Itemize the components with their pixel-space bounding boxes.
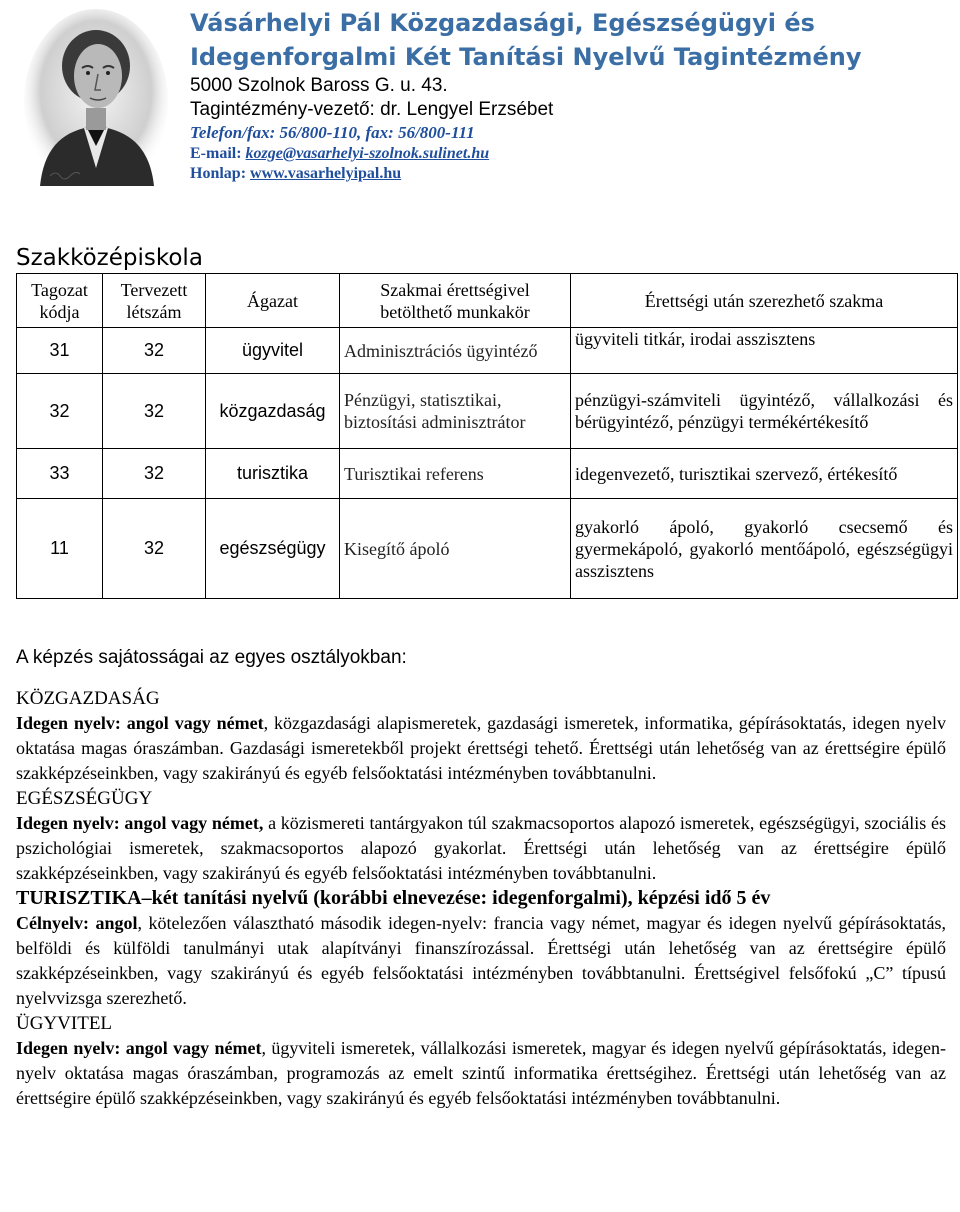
table-row <box>17 449 958 499</box>
heading-egeszsegugy: EGÉSZSÉGÜGY <box>16 788 153 809</box>
paragraph-kozgazdasag <box>16 711 946 786</box>
section-title: Szakközépiskola <box>16 245 203 271</box>
cell-branch: turisztika <box>206 449 340 499</box>
cell-code: 11 <box>17 499 103 599</box>
email-link[interactable]: kozge@vasarhelyi-szolnok.sulinet.hu <box>245 145 490 162</box>
table-row <box>17 499 958 599</box>
descriptions-lead: A képzés sajátosságai az egyes osztályokban: <box>16 647 407 668</box>
header-branch: Ágazat <box>206 274 340 328</box>
portrait-engraving <box>22 8 170 194</box>
header-count: Tervezett létszám <box>103 274 206 328</box>
cell-branch: közgazdaság <box>206 374 340 449</box>
email-label: E-mail: <box>190 145 246 162</box>
paragraph-turisztika <box>16 911 946 1011</box>
email-line <box>190 144 950 164</box>
cell-job: Pénzügyi, statisztikai, biztosítási adminisztrátor <box>340 374 571 449</box>
school-name-line2: Idegenforgalmi Két Tanítási Nyelvű Tagintézmény <box>190 43 862 71</box>
table-row <box>17 374 958 449</box>
school-name-line1: Vásárhelyi Pál Közgazdasági, Egészségügyi és <box>190 9 815 37</box>
cell-job: Adminisztrációs ügyintéző <box>340 328 571 374</box>
website-link[interactable]: www.vasarhelyipal.hu <box>250 165 402 182</box>
cell-code: 33 <box>17 449 103 499</box>
cell-code: 31 <box>17 328 103 374</box>
table-header-row <box>17 274 958 328</box>
cell-qualification: ügyviteli titkár, irodai asszisztens <box>571 328 958 374</box>
heading-turisztika: TURISZTIKA–két tanítási nyelvű (korábbi elnevezése: idegenforgalmi), képzési idő 5 év <box>16 887 771 909</box>
heading-ugyvitel: ÜGYVITEL <box>16 1013 113 1034</box>
text-ugyvitel: , ügyviteli ismeretek, vállalkozási ismeretek, magyar és idegen nyelvű gépírásoktatás, idegen-nyelv oktatása magas óraszámban, programozás az emelt szintű informatika érettségihez. Érettségi után lehetőség van az érettségire épülő szakképzéseinkben, vagy szakirányú és egyéb felsőoktatási intézményben továbbtanulni. <box>16 1038 946 1108</box>
school-header <box>190 6 950 184</box>
cell-qualification: idegenvezető, turisztikai szervező, értékesítő <box>571 449 958 499</box>
header-code: Tagozat kódja <box>17 274 103 328</box>
language-turisztika: Célnyelv: angol <box>16 913 138 933</box>
text-egeszsegugy: a közismereti tantárgyakon túl szakmacsoportos alapozó ismeretek, egészségügyi, szociális és pszichológiai ismeretek, szakmacsoportos alapozó gyakorlat. Érettségi után lehetőség van az érettségire épülő szakképzéseinkben, vagy szakirányú és egyéb felsőoktatási intézményben továbbtanulni. <box>16 813 947 883</box>
table-row <box>17 328 958 374</box>
cell-job: Turisztikai referens <box>340 449 571 499</box>
cell-count: 32 <box>103 328 206 374</box>
cell-job: Kisegítő ápoló <box>340 499 571 599</box>
cell-code: 32 <box>17 374 103 449</box>
cell-qualification: gyakorló ápoló, gyakorló csecsemő és gyermekápoló, gyakorló mentőápoló, egészségügyi asszisztens <box>571 499 958 599</box>
director: Tagintézmény-vezető: dr. Lengyel Erzsébet <box>190 99 554 120</box>
header-qualification: Érettségi után szerezhető szakma <box>571 274 958 328</box>
cell-count: 32 <box>103 499 206 599</box>
language-egeszsegugy: Idegen nyelv: angol vagy német, <box>16 813 264 833</box>
language-kozgazdasag: Idegen nyelv: angol vagy német <box>16 713 264 733</box>
cell-count: 32 <box>103 449 206 499</box>
language-ugyvitel: Idegen nyelv: angol vagy német <box>16 1038 262 1058</box>
header-job: Szakmai érettségivel betölthető munkakör <box>340 274 571 328</box>
program-descriptions <box>16 645 946 1111</box>
website-line <box>190 164 950 184</box>
text-turisztika: , kötelezően választható második idegen-nyelv: francia vagy német, magyar és idegen nyelvű gépírásoktatás, belföldi és külföldi tanulmányi utak alapítványi finanszírozással. Érettségi után lehetőség van az érettségire épülő szakképzéseinkben, vagy szakirányú és egyéb felsőoktatási intézményben továbbtanulni. Érettségivel felsőfokú „C” típusú nyelvvizsga szerezhető. <box>16 913 947 1008</box>
phone: Telefon/fax: 56/800-110, fax: 56/800-111 <box>190 123 475 142</box>
heading-kozgazdasag: KÖZGAZDASÁG <box>16 688 160 709</box>
website-label: Honlap: <box>190 165 251 182</box>
cell-branch: ügyvitel <box>206 328 340 374</box>
paragraph-ugyvitel <box>16 1036 946 1111</box>
cell-count: 32 <box>103 374 206 449</box>
paragraph-egeszsegugy <box>16 811 946 886</box>
cell-branch: egészségügy <box>206 499 340 599</box>
address: 5000 Szolnok Baross G. u. 43. <box>190 75 448 96</box>
programs-table <box>16 273 958 599</box>
cell-qualification: pénzügyi-számviteli ügyintéző, vállalkozási és bérügyintéző, pénzügyi termékértékesítő <box>571 374 958 449</box>
text-kozgazdasag: , közgazdasági alapismeretek, gazdasági ismeretek, informatika, gépírásoktatás, idegen nyelv oktatása magas óraszámban. Gazdasági ismeretekből projekt érettségi tehető. Érettségi után lehetőség van az érettségire épülő szakképzéseinkben, vagy szakirányú és egyéb felsőoktatási intézményben továbbtanulni. <box>16 713 946 783</box>
